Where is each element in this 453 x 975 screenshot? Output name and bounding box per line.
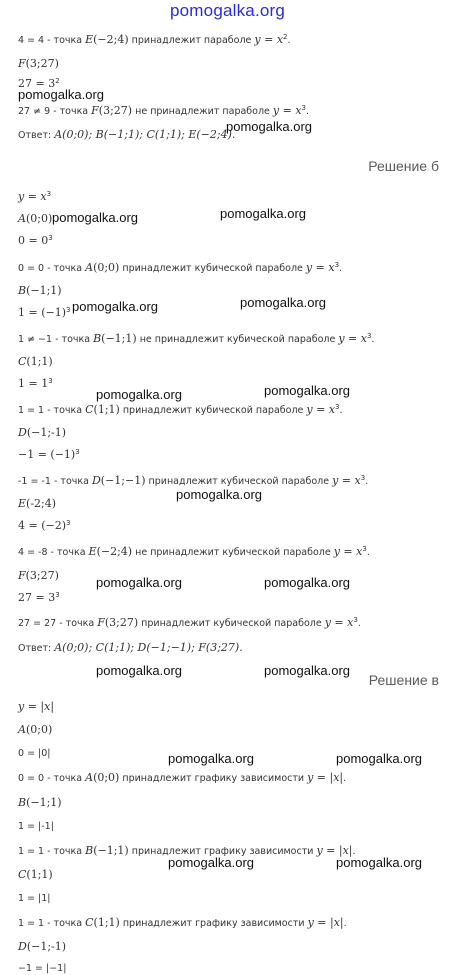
watermark-text: pomogalka.org [220,206,306,221]
equation-line: 1 = |-1| [18,821,54,832]
equation-line: $1 = (-1)^3$ [18,305,71,319]
site-logo-watermark: pomogalka.org [170,1,286,20]
watermark-text: pomogalka.org [336,855,422,870]
equation-line: −1 = |−1| [18,963,67,974]
answer-line: Ответ: A(0;0); B(−1;1); C(1;1); E(−2;4). [18,128,236,141]
equation-line: $0 = 0^3$ [18,233,53,247]
watermark-text: pomogalka.org [52,210,138,225]
equation-line: 4 = -8 - точка E(−2;4) не принадлежит кубической параболе $y = x^3$. [18,544,370,558]
watermark-text: pomogalka.org [226,119,312,134]
point-label: B(−1;1) [18,796,62,809]
watermark-text: pomogalka.org [168,751,254,766]
watermark-text: pomogalka.org [176,487,262,502]
point-label: C(1;1) [18,868,53,881]
watermark-text: pomogalka.org [264,663,350,678]
point-label: D(−1;-1) [18,940,67,953]
equation-line: $-1 = (-1)^3$ [18,447,80,461]
equation-line: 1 = 1 - точка C(1;1) принадлежит кубической параболе $y = x^3$. [18,402,343,416]
equation-line: $1 = 1^3$ [18,376,53,390]
equation-line: 1 = |1| [18,893,51,904]
section-heading-b: Решение б [368,158,439,174]
watermark-text: pomogalka.org [72,299,158,314]
equation-line: 1 ≠ −1 - точка B(−1;1) не принадлежит кубической параболе $y = x^3$. [18,331,375,345]
equation-line: $27 = 3^2$ [18,76,60,90]
watermark-text: pomogalka.org [96,663,182,678]
point-label: E(-2;4) [18,497,57,510]
equation-line: 1 = 1 - точка B(−1;1) принадлежит графику зависимости y = |x|. [18,844,356,857]
section-heading-v: Решение в [368,672,439,688]
point-label: C(1;1) [18,355,53,368]
watermark-text: pomogalka.org [18,87,104,102]
point-label: A(0;0) [18,723,53,736]
equation-line: 27 = 27 - точка F(3;27) принадлежит кубической параболе $y = x^3$. [18,615,361,629]
answer-line: Ответ: A(0;0); C(1;1); D(−1;−1); F(3;27). [18,641,243,654]
watermark-text: pomogalka.org [240,295,326,310]
watermark-text: pomogalka.org [336,751,422,766]
watermark-text: pomogalka.org [264,383,350,398]
equation-line: 1 = 1 - точка C(1;1) принадлежит графику зависимости y = |x|. [18,916,347,929]
watermark-text: pomogalka.org [264,575,350,590]
watermark-text: pomogalka.org [96,387,182,402]
point-label: F(3;27) [18,57,59,70]
function-line: $y = x^3$ [18,189,52,203]
point-label: A(0;0) [18,212,53,225]
equation-line: 0 = 0 - точка A(0;0) принадлежит кубической параболе $y = x^3$. [18,260,343,274]
equation-line: $4 = (-2)^3$ [18,518,71,532]
point-label: B(−1;1) [18,284,62,297]
point-label: F(3;27) [18,569,59,582]
equation-line: $27 = 3^3$ [18,590,60,604]
equation-line: -1 = -1 - точка D(−1;−1) принадлежит кубической параболе $y = x^3$. [18,473,369,487]
equation-line: 27 ≠ 9 - точка F(3;27) не принадлежит параболе $y = x^3$. [18,103,310,117]
equation-line: 4 = 4 - точка E(−2;4) принадлежит параболе $y = x^2$. [18,32,291,46]
equation-line: 0 = |0| [18,748,51,759]
equation-line: 0 = 0 - точка A(0;0) принадлежит графику зависимости y = |x|. [18,771,347,784]
watermark-text: pomogalka.org [168,855,254,870]
function-line: y = |x| [18,700,55,713]
watermark-text: pomogalka.org [96,575,182,590]
point-label: D(−1;-1) [18,426,67,439]
